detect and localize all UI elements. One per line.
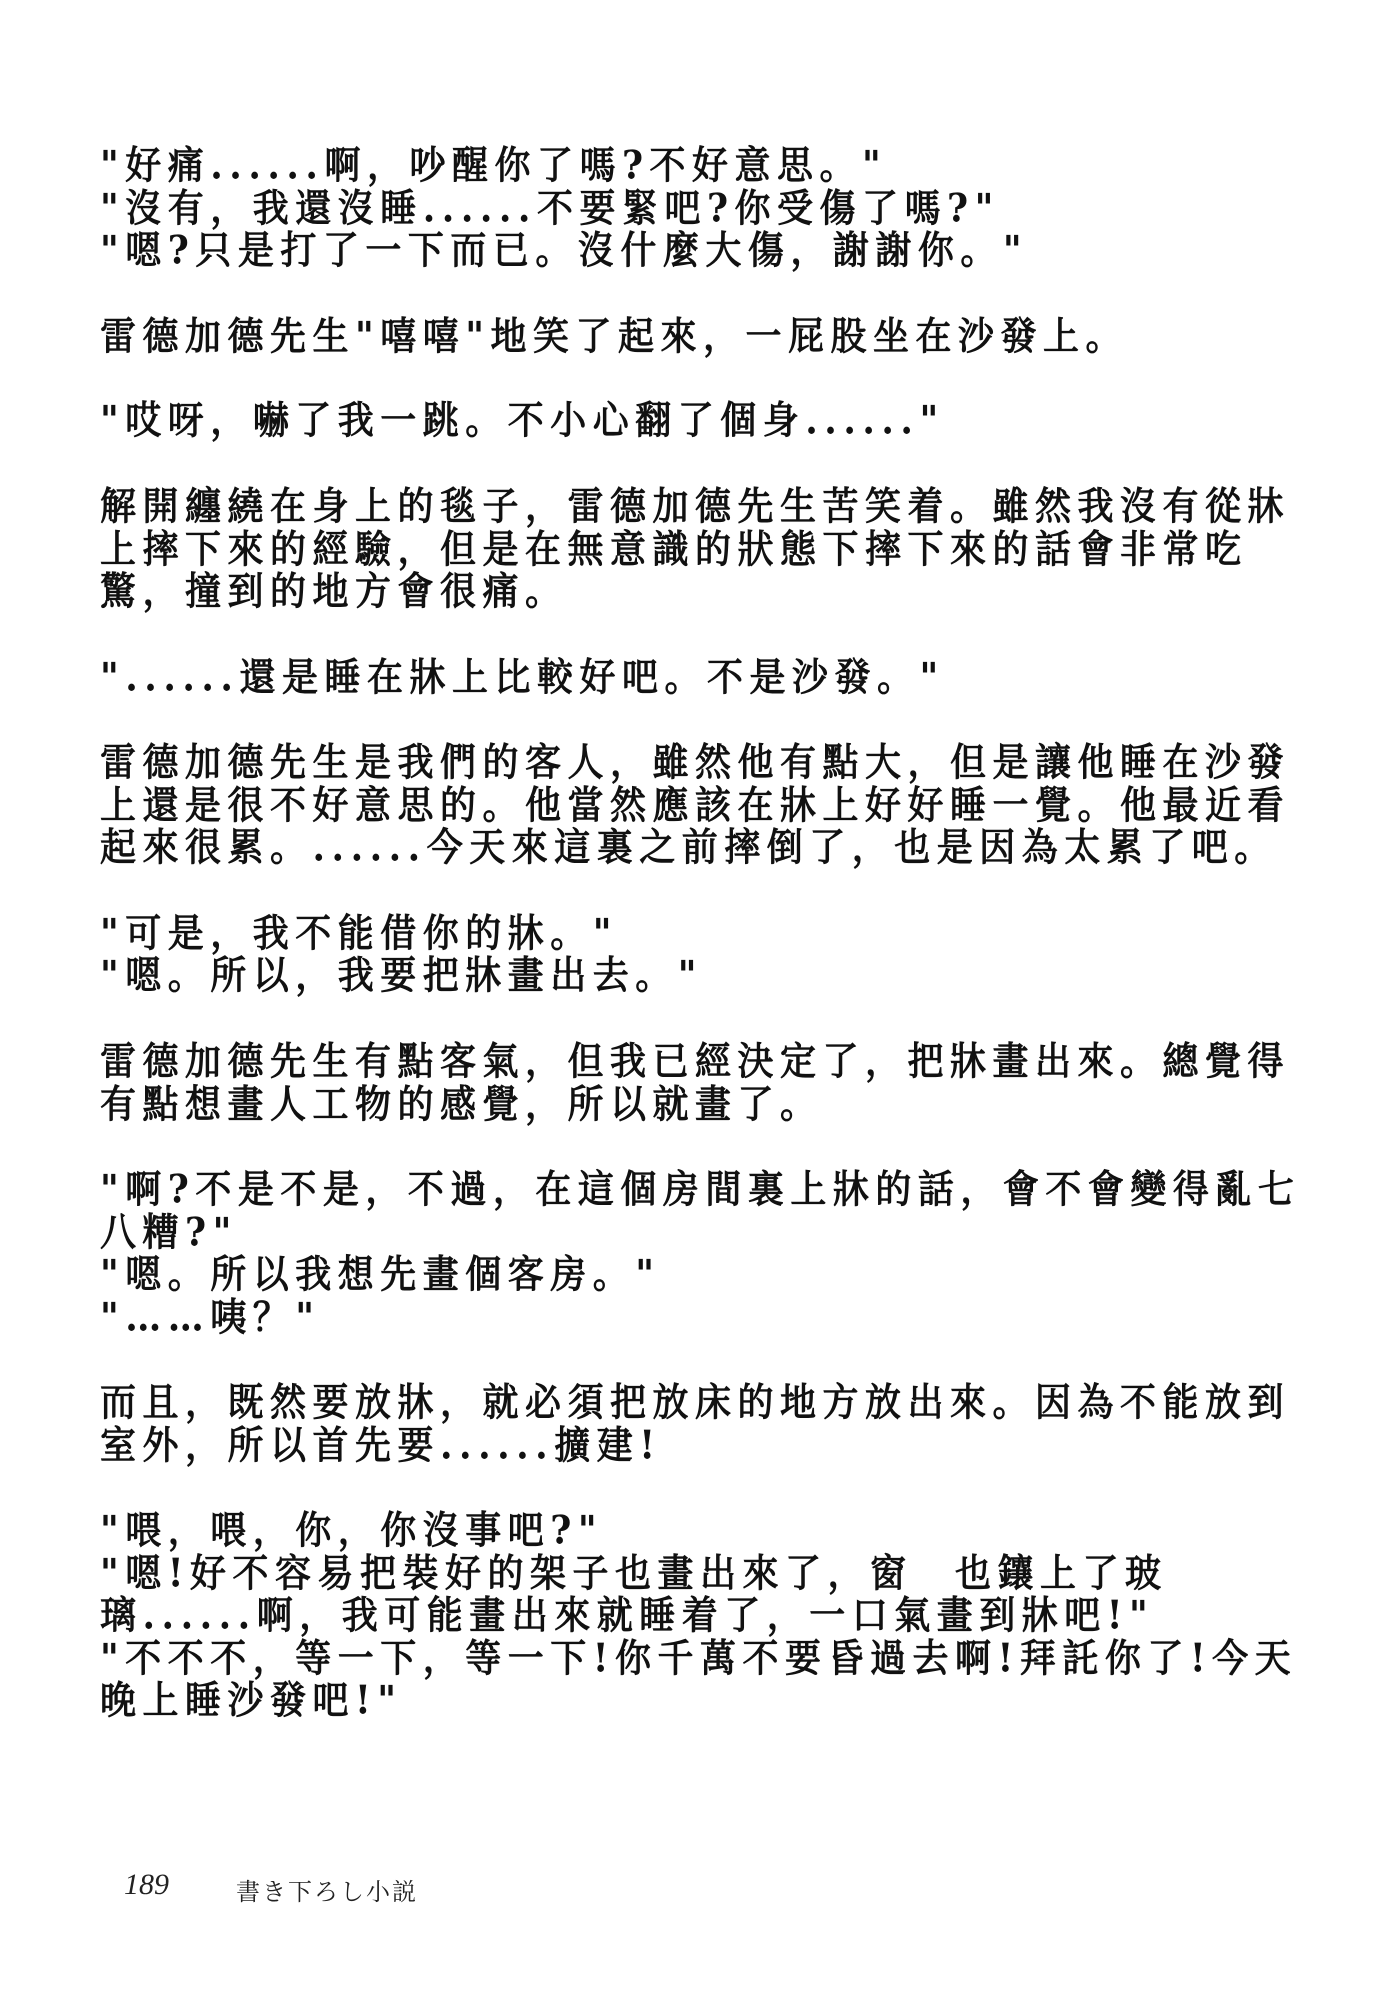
text-line: 起來很累。......今天來這裏之前摔倒了，也是因為太累了吧。 [100,825,1277,871]
text-line: 璃......啊，我可能畫出來就睡着了，一口氣畫到牀吧!" [100,1593,1155,1639]
page-number: 189 [124,1868,169,1901]
text-line: "喂，喂，你，你沒事吧?" [100,1508,604,1554]
text-line: 而且，既然要放牀，就必須把放床的地方放出來。因為不能放到 [100,1380,1291,1426]
text-line: "嗯?只是打了一下而已。沒什麼大傷，謝謝你。" [100,228,1029,274]
text-line: "嗯。所以我想先畫個客房。" [100,1252,661,1298]
text-line: "嗯!好不容易把裝好的架子也畫出來了，窗 也鑲上了玻 [100,1551,1168,1597]
text-line: 雷德加德先生是我們的客人，雖然他有點大，但是讓他睡在沙發 [100,740,1291,786]
text-line: "不不不，等一下，等一下!你千萬不要昏過去啊!拜託你了!今天 [100,1636,1298,1682]
text-line: 雷德加德先生有點客氣，但我已經決定了，把牀畫出來。總覺得 [100,1039,1291,1085]
text-line: "可是，我不能借你的牀。" [100,911,619,957]
text-line: "啊?不是不是，不過，在這個房間裏上牀的話，會不會變得亂七 [100,1167,1301,1213]
text-line: 雷德加德先生"嘻嘻"地笑了起來，一屁股坐在沙發上。 [100,314,1129,360]
text-line: 八糟?" [100,1210,238,1256]
text-line: 解開纏繞在身上的毯子，雷德加德先生苦笑着。雖然我沒有從牀 [100,484,1291,530]
text-line: "......還是睡在牀上比較好吧。不是沙發。" [100,655,945,701]
text-line: "沒有，我還沒睡......不要緊吧?你受傷了嗎?" [100,186,1000,232]
section-title: 書き下ろし小説 [236,1878,418,1906]
text-line: "哎呀，嚇了我一跳。不小心翻了個身......" [100,398,945,444]
text-line: 驚，撞到的地方會很痛。 [100,569,568,615]
text-line: 有點想畫人工物的感覺，所以就畫了。 [100,1082,823,1128]
text-line: 室外，所以首先要......擴建! [100,1423,662,1469]
text-line: "……咦？" [100,1295,321,1341]
text-line: "嗯。所以，我要把牀畫出去。" [100,953,704,999]
text-line: 晚上睡沙發吧!" [100,1678,403,1724]
text-line: 上摔下來的經驗，但是在無意識的狀態下摔下來的話會非常吃 [100,527,1248,573]
text-line: 上還是很不好意思的。他當然應該在牀上好好睡一覺。他最近看 [100,783,1291,829]
text-line: "好痛......啊，吵醒你了嗎?不好意思。" [100,143,888,189]
